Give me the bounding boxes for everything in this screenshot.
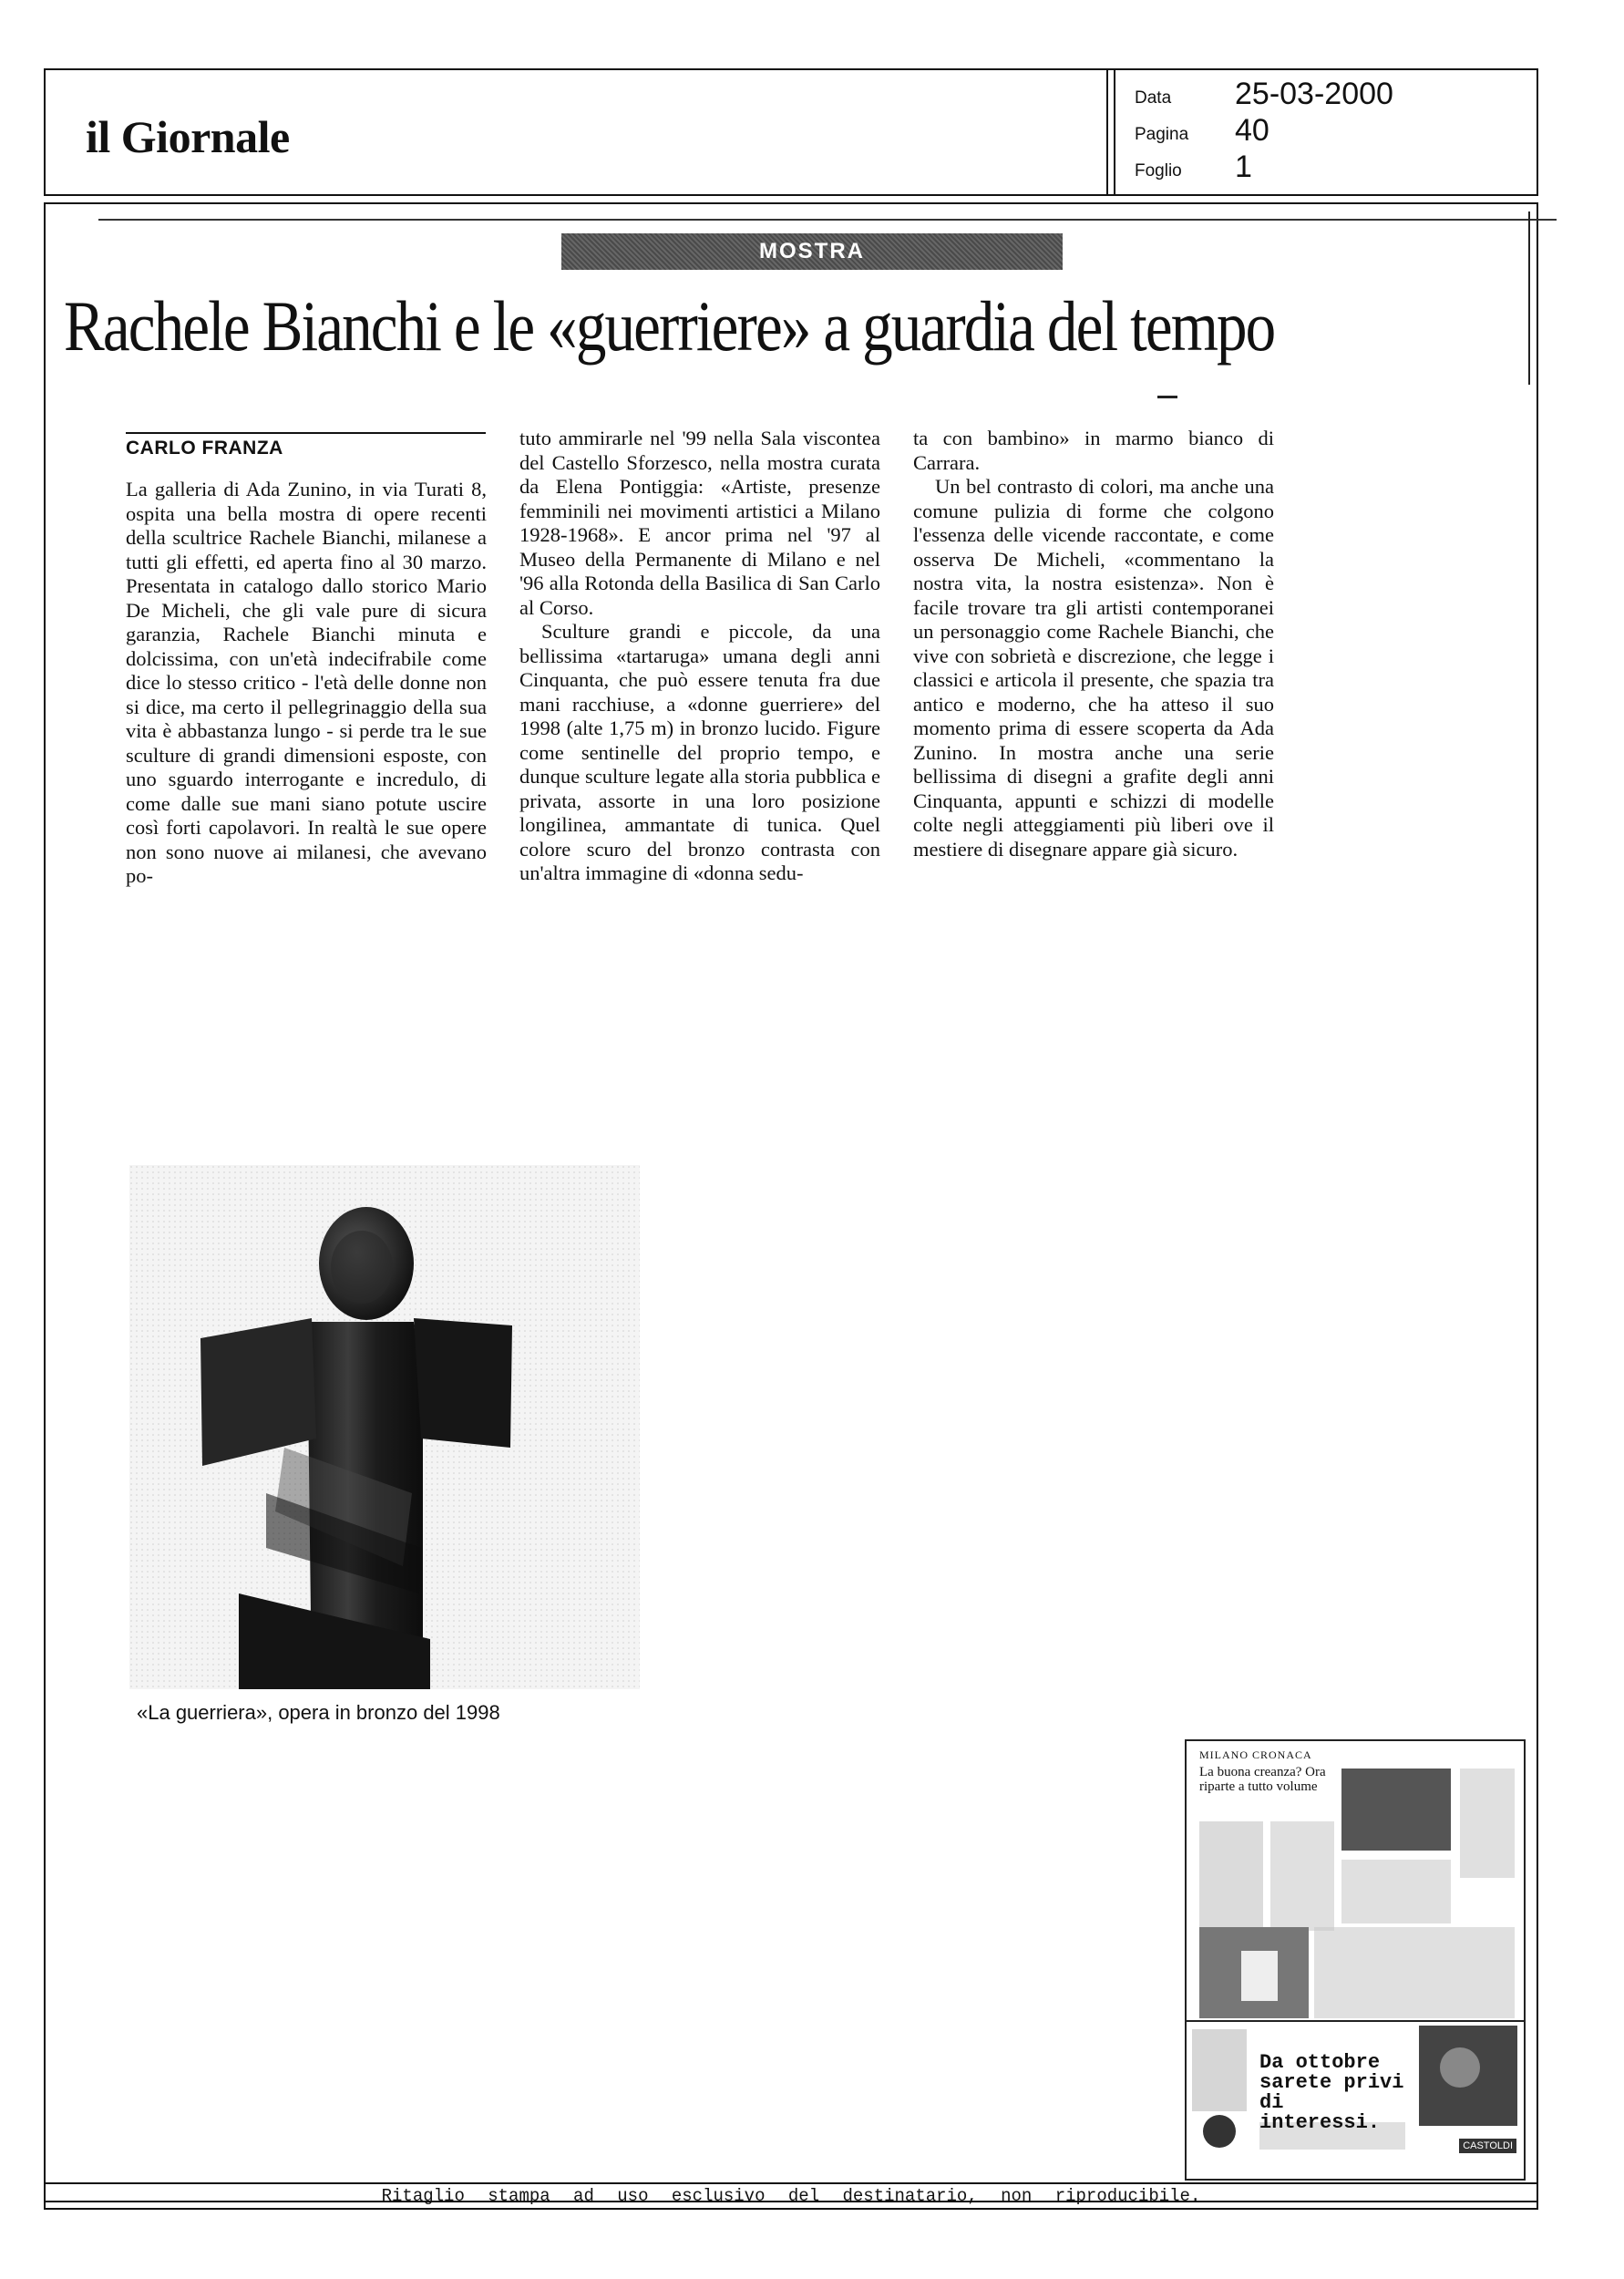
section-kicker: MOSTRA (561, 233, 1063, 270)
header-divider (1106, 70, 1108, 194)
thumbnail-section: MILANO CRONACA (1199, 1748, 1312, 1761)
sheet-row (1135, 150, 1526, 187)
copyright-notice: Ritaglio stampa ad uso esclusivo del destinatario, non riproducibile. (44, 2182, 1538, 2210)
page-row (1135, 114, 1526, 150)
top-rule (98, 219, 1557, 221)
author-byline: CARLO FRANZA (126, 438, 283, 459)
sculpture-right-arm (414, 1318, 512, 1448)
article-column-3 (913, 427, 1274, 861)
paragraph: Sculture grandi e piccole, da una bellissima «tartaruga» umana degli anni Cinquanta, che può essere tenuta fra due mani racchiuse, a «donne guerriere» del 1998 (alte 1,75 m) in bronzo lucido. Figure come sentinelle del proprio tempo, e dunque sculture legate alla storia pubblica e privata, assorte in una loro posizione longilinea, ammantate di tunica. Quel colore scuro del bronzo contrasta con un'altra immagine di «donna sedu- (519, 620, 880, 884)
page-value: 40 (1235, 113, 1269, 148)
article-frame (44, 202, 1538, 2202)
masthead: il Giornale (86, 111, 290, 162)
photo-caption: «La guerriera», opera in bronzo del 1998 (137, 1701, 500, 1724)
date-row (1135, 77, 1526, 114)
paragraph: ta con bambino» in marmo bianco di Carrara. (913, 427, 1274, 474)
article-headline: Rachele Bianchi e le «guerriere» a guardia del tempo (64, 286, 1275, 366)
thumbnail-headline: La buona creanza? Ora riparte a tutto volume (1199, 1765, 1326, 1794)
clipping-metadata (1135, 77, 1526, 187)
thumbnail-columns (1187, 1741, 1524, 2024)
clipping-header (44, 68, 1538, 196)
right-rule (1528, 211, 1530, 385)
advert-slogan: Da ottobre sarete privi di interessi. (1259, 2051, 1404, 2134)
article-column-2 (519, 427, 880, 886)
sheet-value: 1 (1235, 150, 1252, 184)
sheet-label: Foglio (1135, 161, 1182, 180)
byline-rule (126, 432, 486, 434)
article-column-1 (126, 478, 487, 889)
advert-brand: CASTOLDI (1459, 2139, 1516, 2153)
page-thumbnail (1185, 1739, 1526, 2181)
date-label: Data (1135, 88, 1172, 108)
paragraph: La galleria di Ada Zunino, in via Turati 8, ospita una bella mostra di opere recenti della scultrice Rachele Bianchi, milanese a tutti gli effetti, ed aperta fino al 30 marzo. Presentata in catalogo dallo storico Mario De Micheli, che gli vale pure di sicura garanzia, Rachele Bianchi minuta e dolcissima, con un'età indecifrabile come dice lo stesso critico - l'età delle donne non si dice, ma certo il pellegrinaggio della sua vita è abbastanza lungo - si perde tra le sue sculture di grandi dimensioni esposte, con uno sguardo interrogante e incredulo, di come dalle sue mani siano potute uscire così forti capolavori. In realtà le sue opere non sono nuove ai milanesi, che avevano po- (126, 478, 487, 887)
page-label: Pagina (1135, 125, 1189, 144)
decorative-dash (1157, 396, 1177, 398)
header-divider (1114, 70, 1115, 194)
sculpture-photo (129, 1165, 640, 1689)
paragraph: Un bel contrasto di colori, ma anche una comune pulizia di forme che colgono l'essenza delle vicende raccontate, e come osserva De Micheli, «commentano la nostra vita, la nostra esistenza». Non è facile trovare tra gli artisti contemporanei un personaggio come Rachele Bianchi, che vive con sobrietà e discrezione, che legge i classici e articola il presente, che spazia tra antico e moderno, che ha atteso il suo momento prima di essere scoperta da Ada Zunino. In mostra anche una serie bellissima di disegni a grafite degli anni Cinquanta, appunti e schizzi di modelle colte negli atteggiamenti più liberi ove il mestiere di disegnare appare già sicuro. (913, 475, 1274, 861)
date-value: 25-03-2000 (1235, 77, 1393, 111)
paragraph: tuto ammirarle nel '99 nella Sala viscontea del Castello Sforzesco, nella mostra curata da Elena Pontiggia: «Artiste, presenze femminili nei movimenti artistici a Milano 1928-1968». E ancor prima nel '97 al Museo della Permanente di Milano e nel '96 alla Rotonda della Basilica di San Carlo al Corso. (519, 427, 880, 619)
